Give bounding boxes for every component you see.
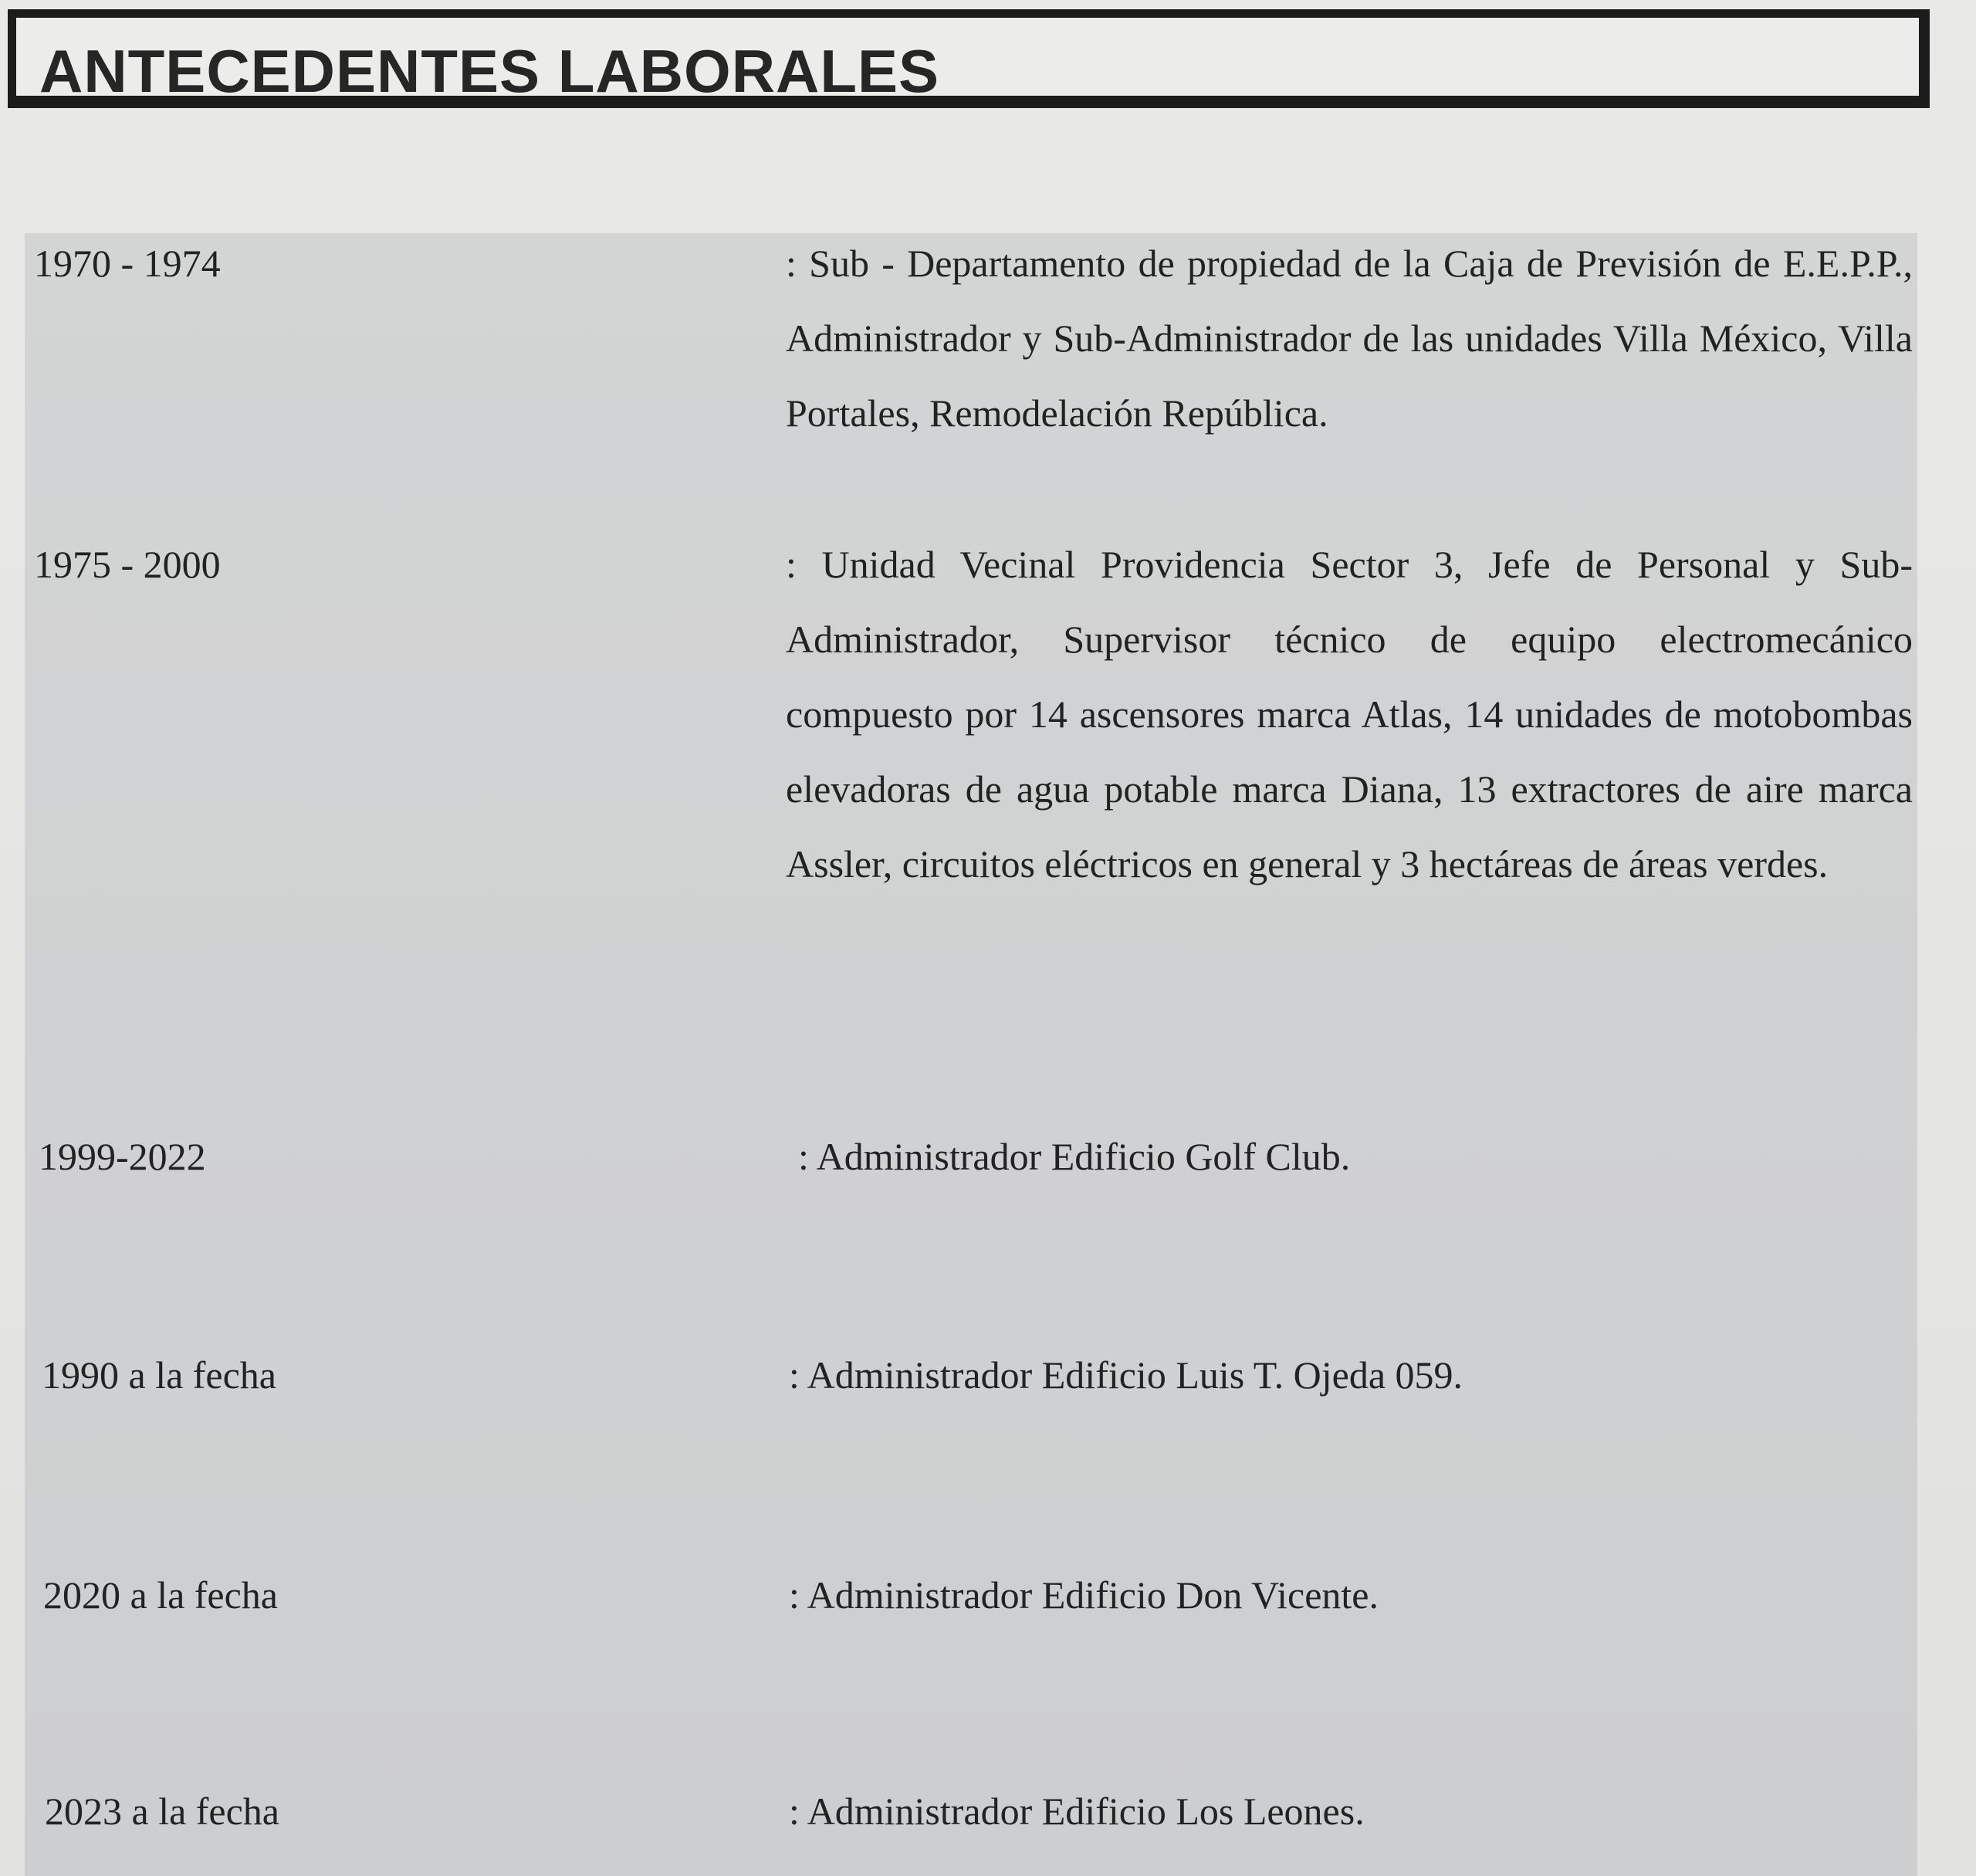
entry-period: 1970 - 1974 <box>34 242 221 285</box>
entry-period: 2023 a la fecha <box>45 1790 280 1833</box>
section-heading-box <box>8 9 1930 108</box>
entry-period: 2020 a la fecha <box>43 1573 279 1617</box>
section-title: ANTECEDENTES LABORALES <box>39 37 940 105</box>
entry-description: : Unidad Vecinal Providencia Sector 3, Jefe de Personal y Sub-Administrador, Supervisor técnico de equipo electromecánico compuesto por 14 ascensores marca Atlas, 14 unidades de motobombas elevadoras de agua potable marca Diana, 13 extractores de aire marca Assler, circuitos eléctricos en general y 3 hectáreas de áreas verdes. <box>786 543 1913 886</box>
entry-period: 1990 a la fecha <box>42 1353 277 1397</box>
entry-description: : Administrador Edificio Los Leones. <box>789 1790 1365 1833</box>
entry-period: 1999-2022 <box>39 1135 206 1178</box>
entry-description: : Administrador Edificio Don Vicente. <box>789 1573 1379 1617</box>
entry-description: : Administrador Edificio Golf Club. <box>798 1135 1351 1178</box>
entry-description: : Administrador Edificio Luis T. Ojeda 059. <box>789 1353 1463 1397</box>
entry-description: : Sub - Departamento de propiedad de la Caja de Previsión de E.E.P.P., Administrador y Sub-Administrador de las unidades Villa México, Villa Portales, Remodelación República. <box>786 242 1913 435</box>
entry-period: 1975 - 2000 <box>34 543 221 586</box>
